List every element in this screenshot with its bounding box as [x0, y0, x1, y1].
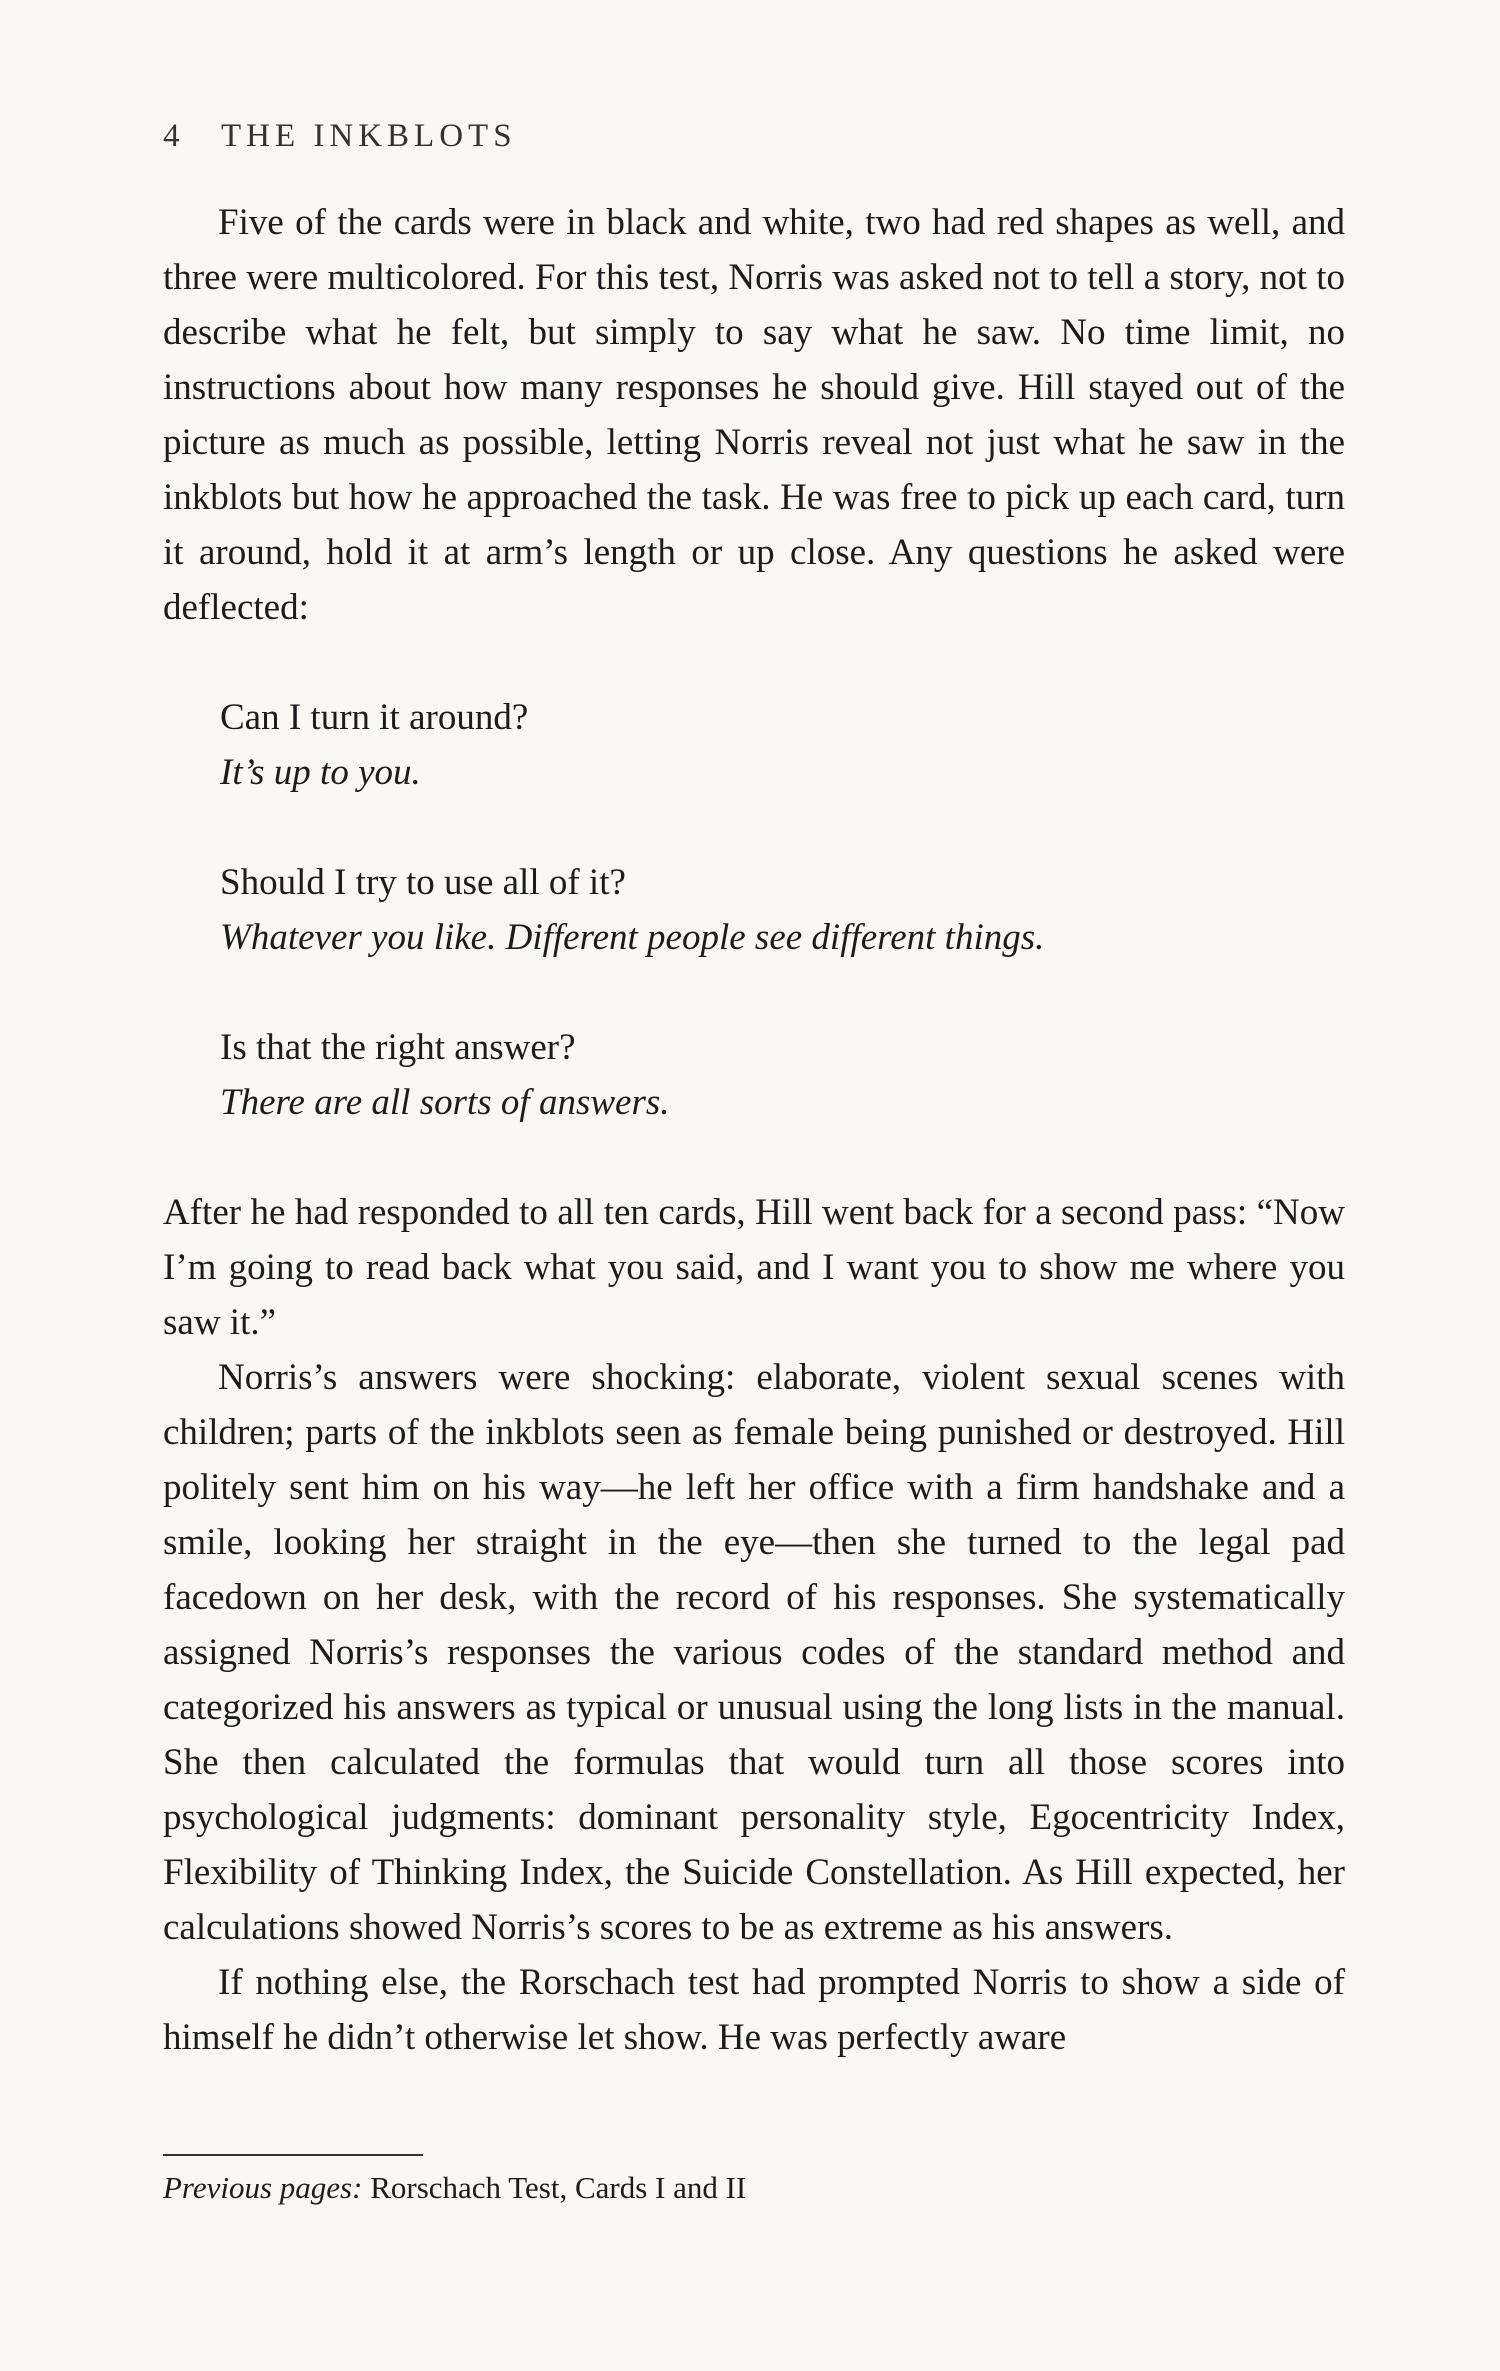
exchange-2 [220, 855, 1345, 965]
exchange-3 [220, 1020, 1345, 1130]
paragraph-3: Norris’s answers were shocking: elaborate, violent sexual scenes with children; parts of the inkblots seen as female being punished or destroyed. Hill politely sent him on his way—he left her office with a firm handshake and a smile, looking her straight in the eye—then she turned to the legal pad facedown on her desk, with the record of his responses. She systematically assigned Norris’s responses the various codes of the standard method and categorized his answers as typical or unusual using the long lists in the manual. She then calculated the formulas that would turn all those scores into psychological judgments: dominant personality style, Egocentricity Index, Flexibility of Thinking Index, the Suicide Constellation. As Hill expected, her calculations showed Norris’s scores to be as extreme as his answers. [163, 1357, 1345, 1948]
footnote-text: Rorschach Test, Cards I and II [362, 2170, 747, 2205]
exchange-question: Can I turn it around? [220, 697, 529, 738]
paragraph-4: If nothing else, the Rorschach test had prompted Norris to show a side of himself he didn’t otherwise let show. He was perfectly aware [163, 1962, 1345, 2058]
footnote [163, 2168, 746, 2208]
paragraph-2: After he had responded to all ten cards, Hill went back for a second pass: “Now I’m going to read back what you said, and I want you to show me where you saw it.” [163, 1192, 1345, 1343]
running-head-title: THE INKBLOTS [221, 118, 517, 154]
exchange-question: Should I try to use all of it? [220, 862, 626, 903]
running-head [163, 118, 517, 155]
exchange-answer: It’s up to you. [220, 752, 421, 793]
page-number: 4 [163, 118, 185, 154]
footnote-lead: Previous pages: [163, 2170, 363, 2205]
exchange-answer: Whatever you like. Different people see different things. [220, 917, 1045, 958]
paragraph-1: Five of the cards were in black and white, two had red shapes as well, and three were multicolored. For this test, Norris was asked not to tell a story, not to describe what he felt, but simply to say what he saw. No time limit, no instructions about how many responses he should give. Hill stayed out of the picture as much as possible, letting Norris reveal not just what he saw in the inkblots but how he approached the task. He was free to pick up each card, turn it around, hold it at arm’s length or up close. Any questions he asked were deflected: [163, 202, 1345, 628]
body-text [163, 195, 1345, 2065]
exchange-1 [220, 690, 1345, 800]
footnote-rule [163, 2154, 423, 2156]
exchange-answer: There are all sorts of answers. [220, 1082, 670, 1123]
exchange-question: Is that the right answer? [220, 1027, 576, 1068]
